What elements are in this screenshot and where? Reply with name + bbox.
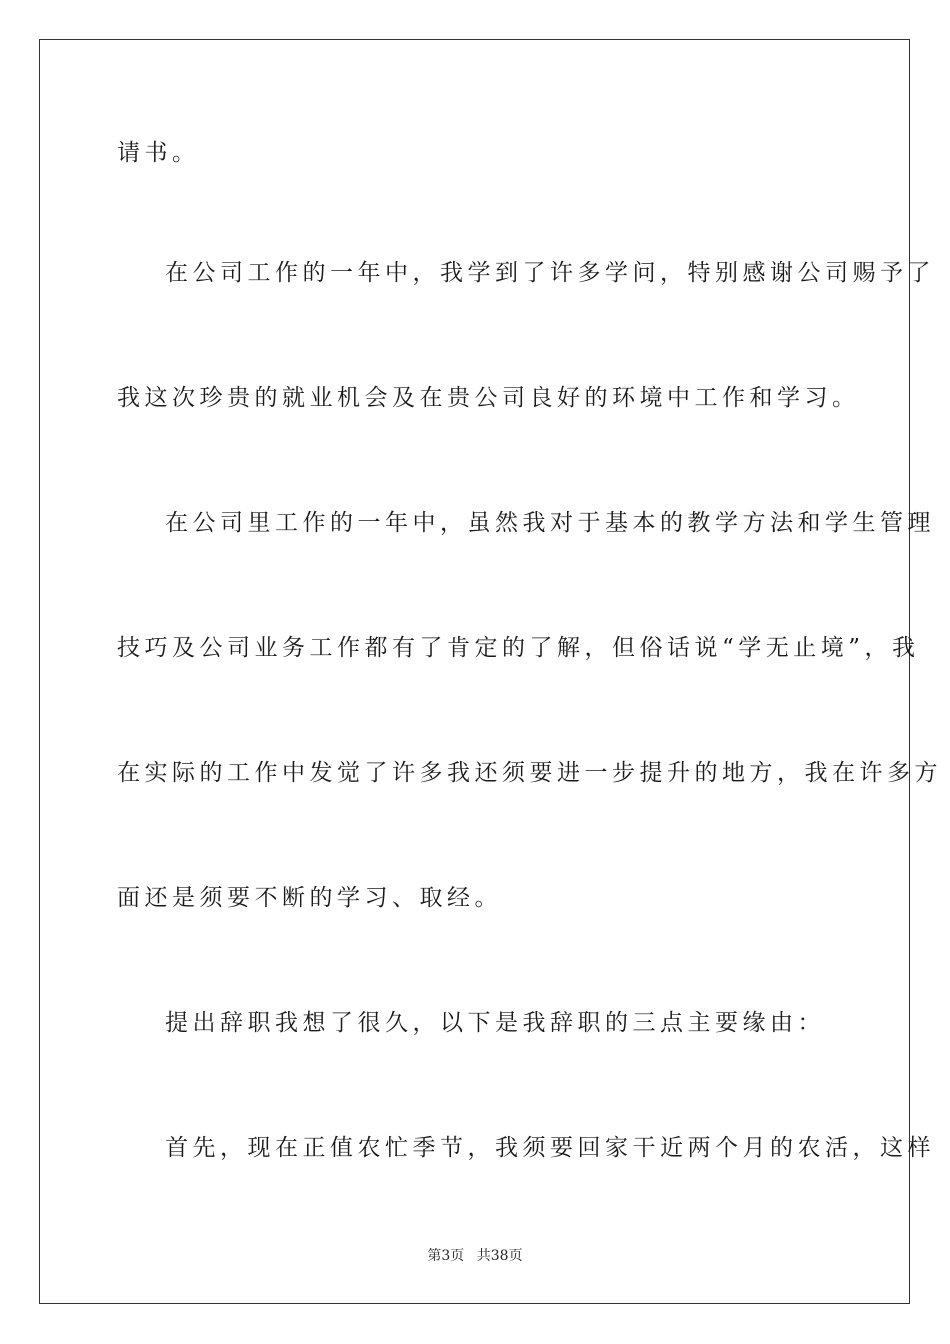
text-line-6: 在实际的工作中发觉了许多我还须要进一步提升的地方，我在许多方: [117, 760, 942, 786]
text-line-2: 在公司工作的一年中，我学到了许多学问，特别感谢公司赐予了: [165, 260, 935, 286]
text-line-1: 请书。: [117, 140, 200, 166]
page-footer: [0, 1247, 950, 1265]
text-line-5: 技巧及公司业务工作都有了肯定的了解，但俗话说“学无止境”，我: [117, 635, 920, 661]
text-line-4: 在公司里工作的一年中，虽然我对于基本的教学方法和学生管理: [165, 510, 935, 536]
text-line-9: 首先，现在正值农忙季节，我须要回家干近两个月的农活，这样: [165, 1135, 935, 1161]
page-number: 第3页: [427, 1248, 465, 1264]
text-line-8: 提出辞职我想了很久，以下是我辞职的三点主要缘由：: [165, 1010, 825, 1036]
total-pages: 共38页: [476, 1248, 523, 1264]
text-line-7: 面还是须要不断的学习、取经。: [117, 885, 502, 911]
text-line-3: 我这次珍贵的就业机会及在贵公司良好的环境中工作和学习。: [117, 385, 860, 411]
page-border: [39, 39, 910, 1304]
